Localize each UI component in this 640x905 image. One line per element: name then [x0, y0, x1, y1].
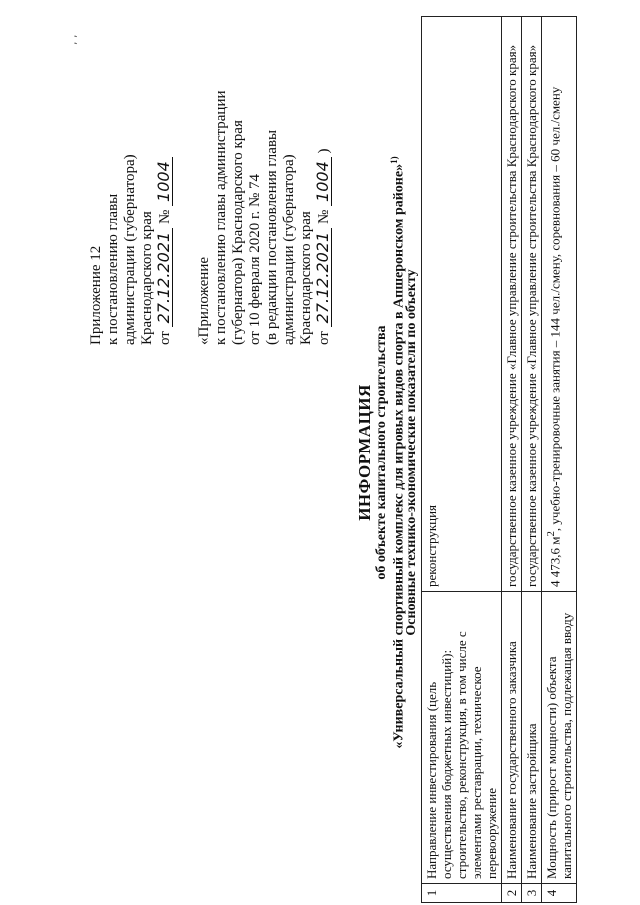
row-value: государственное казенное учреждение «Главное управление строительства Краснодарского края»	[502, 17, 522, 592]
row-number: 4	[542, 884, 577, 903]
handwritten-number: 1004	[315, 157, 332, 206]
row-label: Мощность (прирост мощности) объекта капитального строительства, подлежащая вводу	[542, 592, 577, 884]
value-rest: , учебно-тренировочные занятия – 144 чел./смену, соревнования – 60 чел./смену	[547, 86, 563, 532]
appendix-line: Краснодарского края	[298, 211, 314, 345]
appendix-original-block	[196, 15, 333, 345]
table-row	[542, 17, 577, 903]
table-row	[422, 17, 502, 903]
appendix-line: «Приложение	[196, 256, 212, 345]
row-value: государственное казенное учреждение «Главное управление строительства Краснодарского края»	[522, 17, 542, 592]
appendix-line: (в редакции постановления главы	[264, 129, 280, 345]
indicators-table	[421, 16, 577, 903]
date-prefix: от	[157, 331, 173, 345]
row-label: Направление инвестирования (цель осуществления бюджетных инвестиций): строительство, реконструкция, в том числе с элементами реставрации, техническое перевооружение	[422, 592, 502, 884]
value-superscript: 2	[545, 531, 557, 537]
footnote-mark: 1)	[389, 156, 399, 164]
appendix-line: к постановлению главы администрации	[213, 90, 229, 345]
value-main: 4 473,6 м	[547, 536, 563, 587]
number-sign: №	[316, 209, 332, 225]
row-label: Наименование государственного заказчика	[502, 592, 522, 884]
table-row	[522, 17, 542, 903]
row-number: 1	[422, 884, 502, 903]
handwritten-number: 1004	[156, 157, 173, 206]
row-number: 3	[522, 884, 542, 903]
row-value: реконструкция	[422, 17, 502, 592]
appendix-line: (губернатора) Краснодарского края	[230, 120, 246, 345]
scan-artifact-marks: , ,	[66, 34, 79, 45]
appendix-date-line	[156, 15, 174, 345]
appendix-line: к постановлению главы	[105, 193, 121, 345]
handwritten-date: 27.12.2021	[315, 228, 332, 328]
row-value	[542, 17, 577, 592]
number-sign: №	[157, 209, 173, 225]
document-title: ИНФОРМАЦИЯ	[355, 384, 374, 521]
row-number: 2	[502, 884, 522, 903]
row-label: Наименование застройщика	[522, 592, 542, 884]
appendix-line: от 10 февраля 2020 г. № 74	[247, 173, 263, 345]
appendix-line: администрации (губернатора)	[281, 154, 297, 345]
appendix-current-block	[88, 15, 174, 345]
appendix-date-line	[315, 15, 333, 345]
appendix-line: Краснодарского края	[139, 211, 155, 345]
table-row	[502, 17, 522, 903]
handwritten-date: 27.12.2021	[156, 228, 173, 328]
appendix-line: администрации (губернатора)	[122, 154, 138, 345]
close-mark: )	[316, 148, 332, 154]
object-name-text: «Универсальный спортивный комплекс для игровых видов спорта в Апшеронском районе»	[391, 163, 407, 749]
appendix-line: Приложение 12	[88, 245, 104, 345]
date-prefix: от	[316, 331, 332, 345]
section-heading: Основные технико-экономические показатели по объекту	[404, 269, 419, 636]
document-subtitle: об объекте капитального строительства	[374, 325, 389, 580]
